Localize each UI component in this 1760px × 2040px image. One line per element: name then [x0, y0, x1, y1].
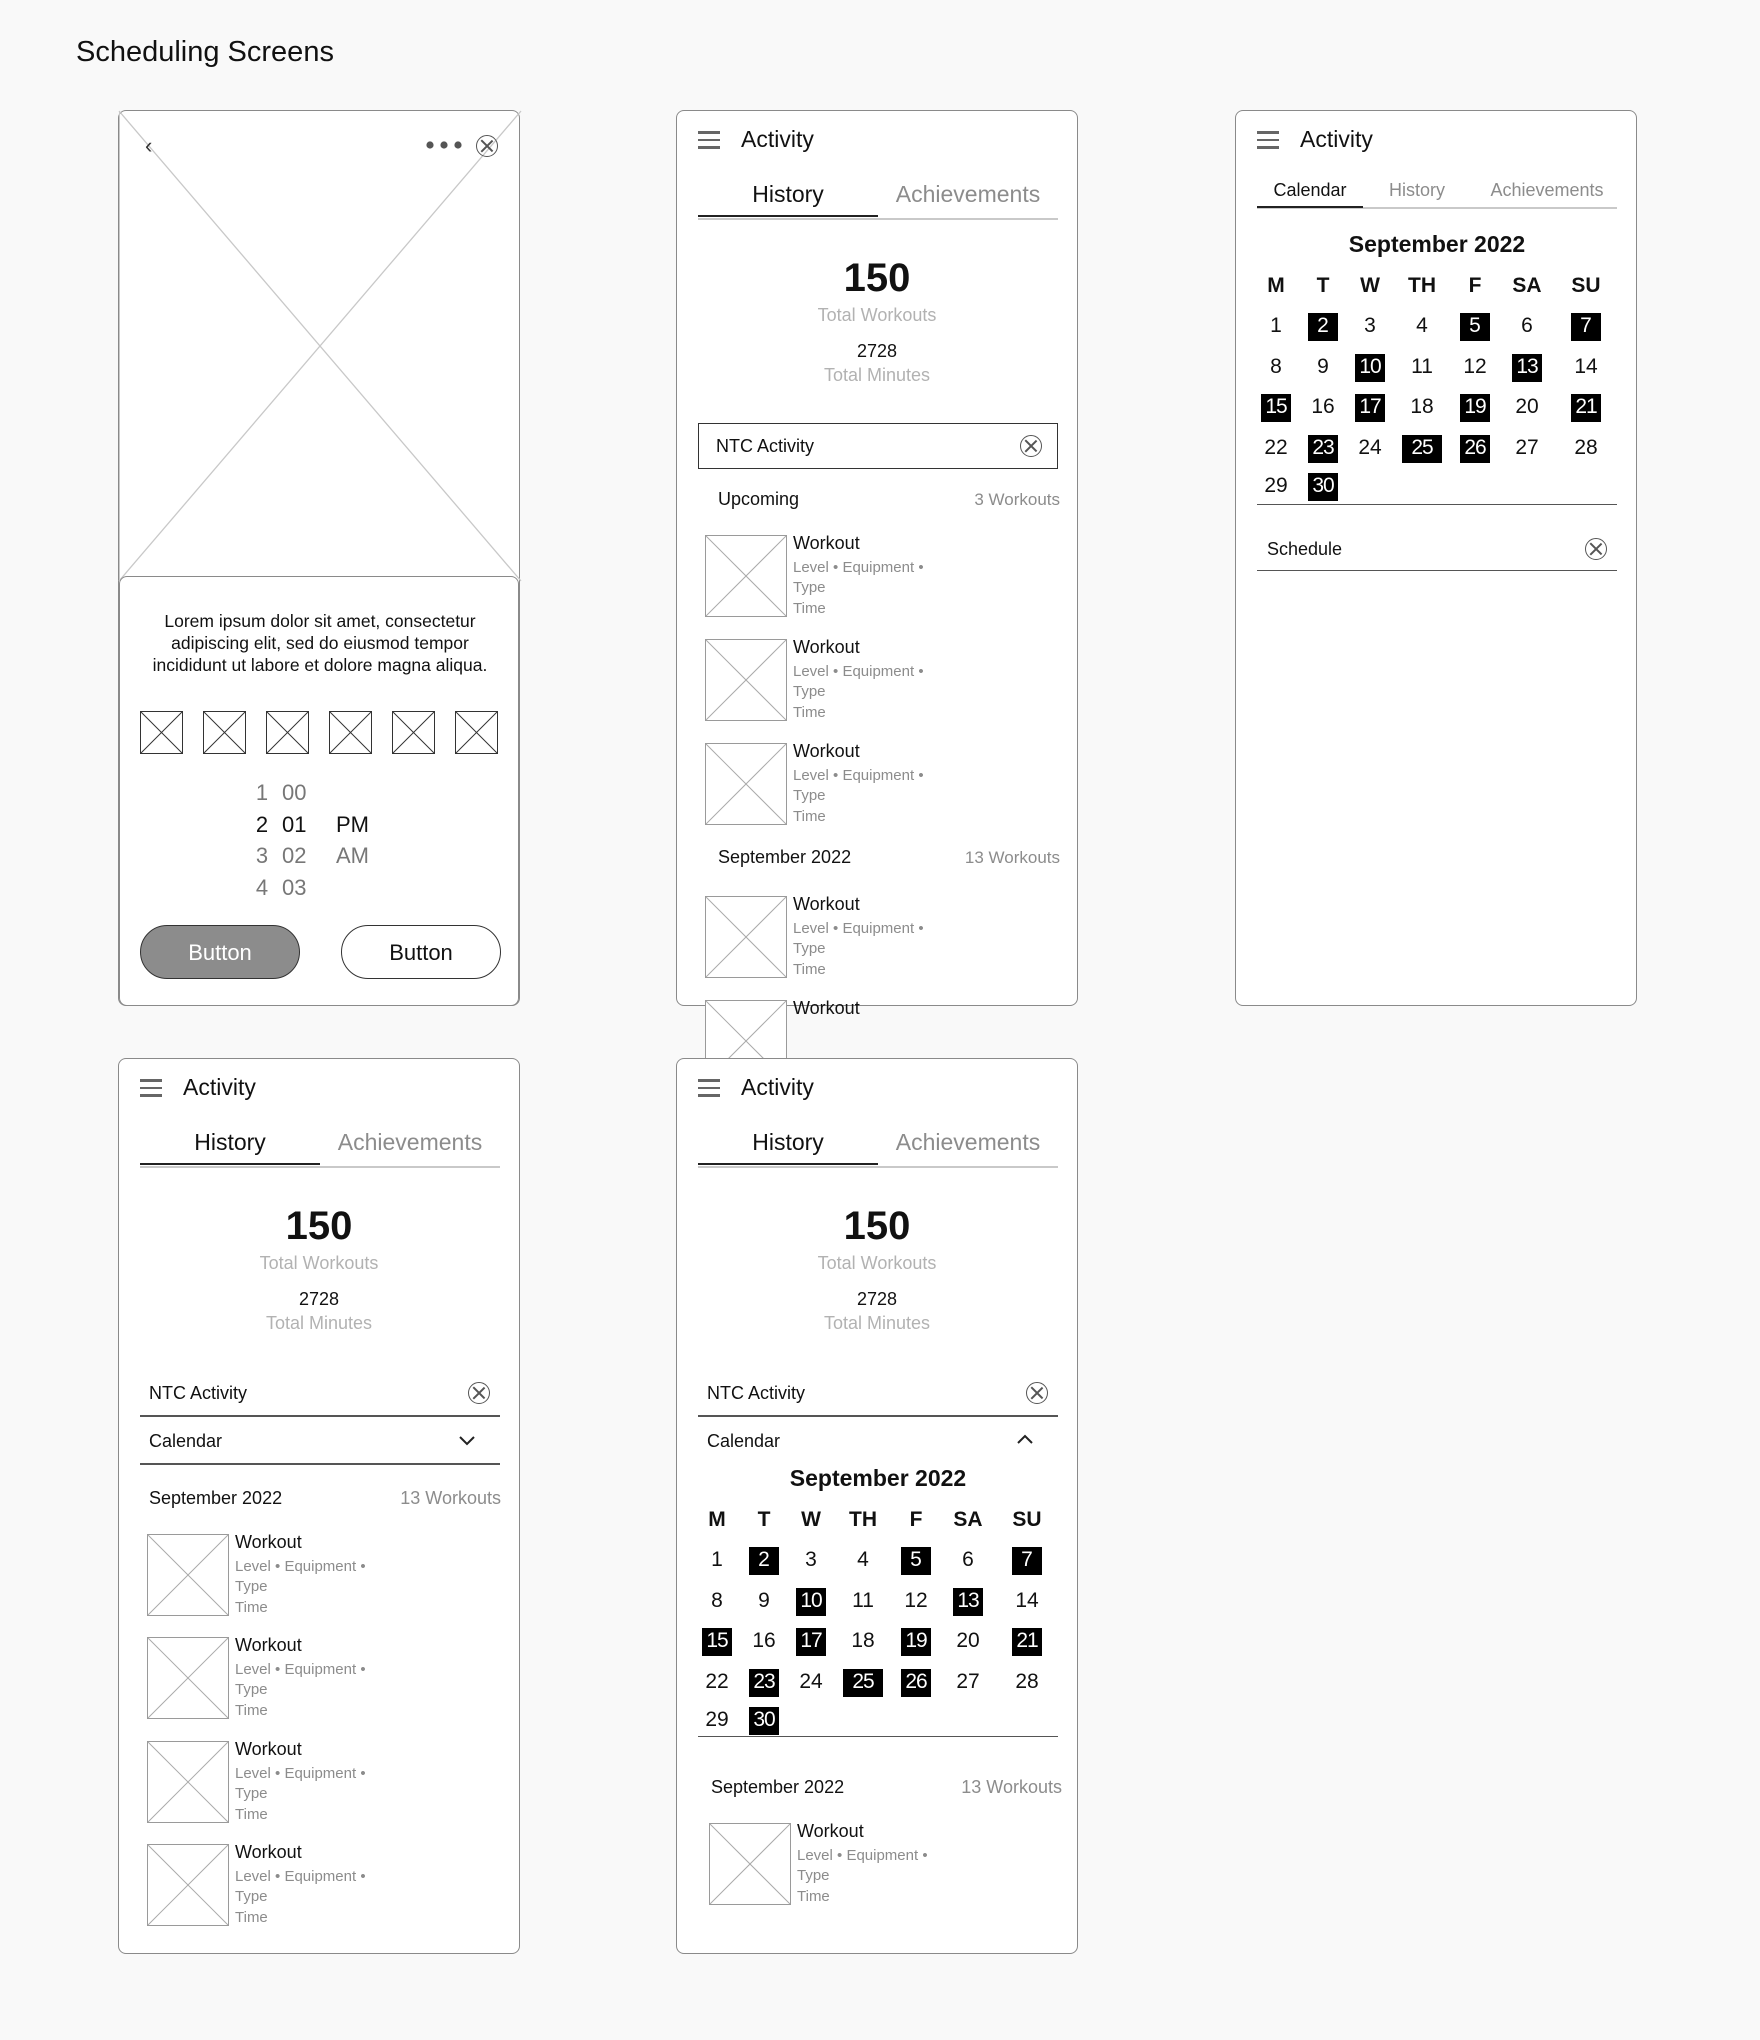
- total-minutes-value: 2728: [856, 1289, 898, 1309]
- back-chevron-icon[interactable]: ‹: [145, 133, 153, 158]
- month-count: 13 Workouts: [961, 1777, 1062, 1797]
- calendar-day-scheduled[interactable]: 26: [1460, 435, 1490, 463]
- calendar-day[interactable]: 16: [1311, 395, 1335, 418]
- workout-meta: Level • Equipment •: [235, 1868, 366, 1885]
- calendar-day[interactable]: 20: [956, 1629, 980, 1652]
- weekday-header: TH: [1408, 274, 1436, 297]
- calendar-day[interactable]: 3: [805, 1548, 817, 1571]
- option-icon[interactable]: [203, 711, 246, 754]
- hour-column[interactable]: [250, 777, 274, 903]
- app-title: Activity: [741, 1074, 814, 1100]
- workout-thumbnail: [705, 535, 787, 617]
- total-workouts-label: Total Workouts: [817, 305, 937, 325]
- calendar-day[interactable]: 11: [852, 1588, 874, 1612]
- hour-option[interactable]: 3: [255, 843, 269, 868]
- workout-title: Workout: [797, 1821, 864, 1841]
- filter-divider: [140, 1415, 500, 1417]
- minute-selected[interactable]: 01: [282, 811, 307, 837]
- calendar-day-scheduled[interactable]: 17: [796, 1628, 826, 1656]
- calendar-day[interactable]: 8: [1270, 354, 1282, 378]
- more-options-icon[interactable]: [425, 137, 463, 155]
- workout-time: Time: [235, 1599, 268, 1616]
- workout-item[interactable]: [147, 1842, 477, 1932]
- tab-bar: [698, 174, 1058, 220]
- weekday-header: SA: [1512, 274, 1542, 297]
- calendar-day[interactable]: 4: [857, 1548, 869, 1571]
- screen-calendar: [1235, 110, 1637, 1006]
- workout-thumbnail: [147, 1741, 229, 1823]
- workout-thumbnail: [705, 743, 787, 825]
- month-label: September 2022: [718, 847, 852, 867]
- close-icon[interactable]: [476, 135, 498, 157]
- workout-meta: Level • Equipment •: [793, 767, 924, 784]
- calendar-day-scheduled[interactable]: 5: [901, 1547, 931, 1575]
- workout-time: Time: [793, 600, 826, 617]
- calendar-day-scheduled[interactable]: 25: [1402, 435, 1442, 463]
- workout-thumbnail: [147, 1637, 229, 1719]
- workout-item[interactable]: [705, 637, 1035, 727]
- calendar-day[interactable]: 6: [962, 1548, 974, 1571]
- calendar-day[interactable]: 29: [1264, 474, 1288, 497]
- app-title: Activity: [741, 126, 814, 152]
- month-label: September 2022: [149, 1488, 283, 1508]
- clear-filter-icon[interactable]: [468, 1382, 490, 1404]
- calendar-day-scheduled[interactable]: 2: [749, 1547, 779, 1575]
- weekday-header: M: [1267, 274, 1285, 297]
- stats-summary: [677, 1204, 1077, 1334]
- calendar-day-scheduled[interactable]: 17: [1355, 394, 1385, 422]
- calendar-day[interactable]: 18: [1410, 395, 1434, 418]
- workout-type: Type: [235, 1578, 268, 1595]
- workout-type: Type: [793, 787, 826, 804]
- weekday-header: F: [909, 1508, 923, 1531]
- calendar-day[interactable]: 16: [752, 1629, 776, 1652]
- calendar-dropdown-label[interactable]: Calendar: [707, 1431, 781, 1451]
- workout-thumbnail: [705, 639, 787, 721]
- tab-achievements[interactable]: Achievements: [895, 181, 1041, 207]
- workout-title: Workout: [793, 894, 860, 914]
- calendar-day[interactable]: 24: [799, 1669, 823, 1693]
- month-calendar: [1257, 231, 1617, 501]
- calendar-day-scheduled[interactable]: 5: [1460, 313, 1490, 341]
- workout-meta: Level • Equipment •: [235, 1765, 366, 1782]
- workout-item[interactable]: [147, 1532, 477, 1622]
- workout-time: Time: [235, 1806, 268, 1823]
- weekday-header: T: [757, 1508, 771, 1531]
- upcoming-count: 3 Workouts: [974, 490, 1060, 509]
- screen-history-expanded: [676, 1058, 1078, 1954]
- workout-title: Workout: [793, 533, 860, 553]
- calendar-day[interactable]: 28: [1574, 435, 1598, 459]
- weekday-header: M: [708, 1508, 726, 1531]
- workout-meta: Level • Equipment •: [235, 1558, 366, 1575]
- chevron-down-icon[interactable]: [458, 1435, 476, 1447]
- calendar-day[interactable]: 8: [711, 1588, 723, 1612]
- tab-bar: [140, 1122, 500, 1168]
- calendar-day[interactable]: 12: [1463, 354, 1487, 378]
- workout-time: Time: [235, 1909, 268, 1926]
- workout-title: Workout: [235, 1842, 302, 1862]
- tab-history[interactable]: History: [1388, 180, 1445, 200]
- calendar-day[interactable]: 22: [705, 1669, 729, 1693]
- calendar-day[interactable]: 14: [1574, 354, 1598, 378]
- workout-type: Type: [235, 1785, 268, 1802]
- workout-thumbnail: [705, 896, 787, 978]
- calendar-day-scheduled[interactable]: 23: [1308, 435, 1338, 463]
- calendar-month-title: September 2022: [789, 1465, 967, 1491]
- workout-time: Time: [793, 961, 826, 978]
- workout-meta: Level • Equipment •: [793, 559, 924, 576]
- tab-history[interactable]: History: [140, 1122, 320, 1165]
- calendar-divider: [698, 1736, 1058, 1737]
- calendar-divider: [1257, 504, 1617, 505]
- workout-thumbnail: [147, 1844, 229, 1926]
- hour-option[interactable]: 1: [255, 780, 269, 805]
- hamburger-menu-icon[interactable]: [1257, 131, 1279, 154]
- clear-filter-icon[interactable]: [1026, 1382, 1048, 1404]
- hamburger-menu-icon[interactable]: [698, 131, 720, 154]
- schedule-label: Schedule: [1267, 539, 1343, 559]
- upcoming-label: Upcoming: [718, 489, 800, 509]
- calendar-day[interactable]: 14: [1015, 1588, 1039, 1612]
- workout-item[interactable]: [705, 533, 1035, 623]
- page-title: Scheduling Screens: [76, 36, 334, 68]
- month-calendar: [698, 1465, 1058, 1735]
- total-minutes-value: 2728: [856, 341, 898, 361]
- month-count: 13 Workouts: [400, 1488, 501, 1508]
- hero-image-placeholder: [119, 111, 521, 581]
- calendar-dropdown-label[interactable]: Calendar: [149, 1431, 223, 1451]
- workout-item[interactable]: [705, 741, 1035, 831]
- stats-summary: [119, 1204, 519, 1334]
- workout-meta: Level • Equipment •: [793, 663, 924, 680]
- workout-type: Type: [793, 579, 826, 596]
- calendar-day[interactable]: 6: [1521, 314, 1533, 337]
- chevron-up-icon[interactable]: [1016, 1433, 1034, 1445]
- calendar-day-scheduled[interactable]: 10: [796, 1588, 826, 1616]
- stats-summary: [677, 256, 1077, 386]
- workout-type: Type: [793, 940, 826, 957]
- workout-time: Time: [797, 1888, 830, 1905]
- total-minutes-value: 2728: [298, 1289, 340, 1309]
- calendar-month-title: September 2022: [1348, 231, 1526, 257]
- calendar-day[interactable]: 4: [1416, 314, 1428, 337]
- workout-title: Workout: [235, 1532, 302, 1552]
- calendar-day-scheduled[interactable]: 21: [1012, 1628, 1042, 1656]
- calendar-day-scheduled[interactable]: 19: [901, 1628, 931, 1656]
- minute-option[interactable]: 03: [282, 874, 307, 900]
- calendar-day-scheduled[interactable]: 23: [749, 1669, 779, 1697]
- calendar-day[interactable]: 22: [1264, 435, 1288, 459]
- minute-option[interactable]: 00: [282, 780, 307, 805]
- app-title: Activity: [1300, 126, 1373, 152]
- calendar-day[interactable]: 1: [1270, 314, 1282, 337]
- calendar-day[interactable]: 29: [705, 1708, 729, 1731]
- workout-item[interactable]: [147, 1739, 477, 1829]
- calendar-day[interactable]: 3: [1364, 314, 1376, 337]
- weekday-header: SU: [1571, 274, 1601, 297]
- total-workouts-value: 150: [843, 256, 911, 300]
- weekday-header: W: [801, 1508, 821, 1531]
- sheet-description: Lorem ipsum dolor sit amet, consectetur adipiscing elit, sed do eiusmod tempor incididunt ut labore et dolore magna aliqua.: [152, 611, 488, 675]
- clear-filter-icon[interactable]: [1020, 435, 1042, 457]
- screen-history-collapsed: [118, 1058, 520, 1954]
- workout-thumbnail: [147, 1534, 229, 1616]
- option-icon[interactable]: [140, 711, 183, 754]
- month-count: 13 Workouts: [964, 848, 1060, 867]
- screen-history: [676, 110, 1078, 1018]
- secondary-button[interactable]: Button: [341, 925, 501, 979]
- hamburger-menu-icon[interactable]: [698, 1079, 720, 1102]
- period-column[interactable]: [336, 809, 376, 872]
- calendar-day[interactable]: 20: [1515, 395, 1539, 418]
- period-selected[interactable]: PM: [336, 811, 369, 837]
- option-icon[interactable]: [329, 711, 372, 754]
- calendar-day-scheduled[interactable]: 13: [953, 1588, 983, 1616]
- minute-column[interactable]: [282, 777, 316, 903]
- workout-time: Time: [793, 704, 826, 721]
- workout-item[interactable]: [147, 1635, 477, 1725]
- total-minutes-label: Total Minutes: [265, 1313, 373, 1333]
- workout-meta: Level • Equipment •: [793, 920, 924, 937]
- tab-achievements[interactable]: Achievements: [337, 1129, 483, 1155]
- workout-type: Type: [235, 1681, 268, 1698]
- hamburger-menu-icon[interactable]: [140, 1079, 162, 1102]
- calendar-day[interactable]: 27: [956, 1669, 980, 1693]
- tab-history[interactable]: History: [698, 1122, 878, 1165]
- weekday-header: TH: [849, 1508, 877, 1531]
- dropdown-divider: [140, 1463, 500, 1465]
- total-workouts-value: 150: [285, 1204, 353, 1248]
- calendar-day[interactable]: 27: [1515, 435, 1539, 459]
- tab-achievements[interactable]: Achievements: [1490, 180, 1604, 200]
- calendar-day[interactable]: 12: [904, 1588, 928, 1612]
- screen-time-picker: [118, 110, 520, 1006]
- clear-schedule-icon[interactable]: [1585, 538, 1607, 560]
- option-icon[interactable]: [392, 711, 435, 754]
- filter-divider: [698, 1415, 1058, 1417]
- time-picker[interactable]: [250, 777, 370, 907]
- total-workouts-label: Total Workouts: [817, 1253, 937, 1273]
- workout-title: Workout: [793, 741, 860, 761]
- workout-title: Workout: [235, 1635, 302, 1655]
- workout-item[interactable]: [709, 1821, 1039, 1911]
- workout-meta: Level • Equipment •: [797, 1847, 928, 1864]
- calendar-day-scheduled[interactable]: 10: [1355, 354, 1385, 382]
- tab-history[interactable]: History: [698, 174, 878, 217]
- workout-time: Time: [793, 808, 826, 825]
- workout-title: Workout: [235, 1739, 302, 1759]
- workout-item[interactable]: [705, 894, 1035, 984]
- workout-thumbnail: [709, 1823, 791, 1905]
- option-icon[interactable]: [266, 711, 309, 754]
- calendar-day-scheduled[interactable]: 30: [1308, 473, 1338, 501]
- filter-label: NTC Activity: [707, 1383, 806, 1403]
- icon-row: [140, 711, 502, 755]
- calendar-day-scheduled[interactable]: 21: [1571, 394, 1601, 422]
- weekday-header: SA: [953, 1508, 983, 1531]
- tab-bar: [698, 1122, 1058, 1168]
- workout-time: Time: [235, 1702, 268, 1719]
- tab-achievements[interactable]: Achievements: [895, 1129, 1041, 1155]
- tab-bar: [1257, 177, 1617, 209]
- hour-option[interactable]: 4: [255, 874, 269, 900]
- hour-selected[interactable]: 2: [255, 811, 269, 837]
- calendar-day[interactable]: 11: [1411, 354, 1433, 378]
- weekday-header: W: [1360, 274, 1380, 297]
- calendar-day[interactable]: 28: [1015, 1669, 1039, 1693]
- calendar-day-scheduled[interactable]: 26: [901, 1669, 931, 1697]
- calendar-day[interactable]: 9: [1317, 354, 1329, 378]
- calendar-day-scheduled[interactable]: 7: [1571, 313, 1601, 341]
- weekday-header: SU: [1012, 1508, 1042, 1531]
- tab-calendar[interactable]: Calendar: [1257, 177, 1363, 208]
- calendar-day-scheduled[interactable]: 2: [1308, 313, 1338, 341]
- calendar-day-scheduled[interactable]: 7: [1012, 1547, 1042, 1575]
- workout-type: Type: [797, 1867, 830, 1884]
- workout-type: Type: [793, 683, 826, 700]
- minute-option[interactable]: 02: [282, 843, 307, 868]
- calendar-day-scheduled[interactable]: 15: [1261, 394, 1291, 422]
- total-minutes-label: Total Minutes: [823, 365, 931, 385]
- calendar-day[interactable]: 24: [1358, 435, 1382, 459]
- filter-label: NTC Activity: [149, 1383, 248, 1403]
- workout-meta: Level • Equipment •: [235, 1661, 366, 1678]
- total-minutes-label: Total Minutes: [823, 1313, 931, 1333]
- workout-type: Type: [235, 1888, 268, 1905]
- calendar-day-scheduled[interactable]: 13: [1512, 354, 1542, 382]
- calendar-day-scheduled[interactable]: 19: [1460, 394, 1490, 422]
- calendar-day-scheduled[interactable]: 25: [843, 1669, 883, 1697]
- workout-title: Workout: [793, 998, 860, 1018]
- total-workouts-value: 150: [843, 1204, 911, 1248]
- filter-label: NTC Activity: [716, 436, 815, 456]
- workout-title: Workout: [793, 637, 860, 657]
- calendar-day-scheduled[interactable]: 15: [702, 1628, 732, 1656]
- bottom-sheet: [119, 576, 519, 1006]
- weekday-header: T: [1316, 274, 1330, 297]
- month-label: September 2022: [711, 1777, 845, 1797]
- filter-chip[interactable]: [698, 423, 1058, 469]
- total-workouts-label: Total Workouts: [259, 1253, 379, 1273]
- schedule-divider: [1257, 570, 1617, 571]
- weekday-header: F: [1468, 274, 1482, 297]
- calendar-day[interactable]: 1: [711, 1548, 723, 1571]
- calendar-day-scheduled[interactable]: 30: [749, 1707, 779, 1735]
- calendar-day[interactable]: 18: [851, 1629, 875, 1652]
- primary-button[interactable]: Button: [140, 925, 300, 979]
- app-title: Activity: [183, 1074, 256, 1100]
- option-icon[interactable]: [455, 711, 498, 754]
- calendar-day[interactable]: 9: [758, 1588, 770, 1612]
- period-option[interactable]: AM: [336, 843, 369, 868]
